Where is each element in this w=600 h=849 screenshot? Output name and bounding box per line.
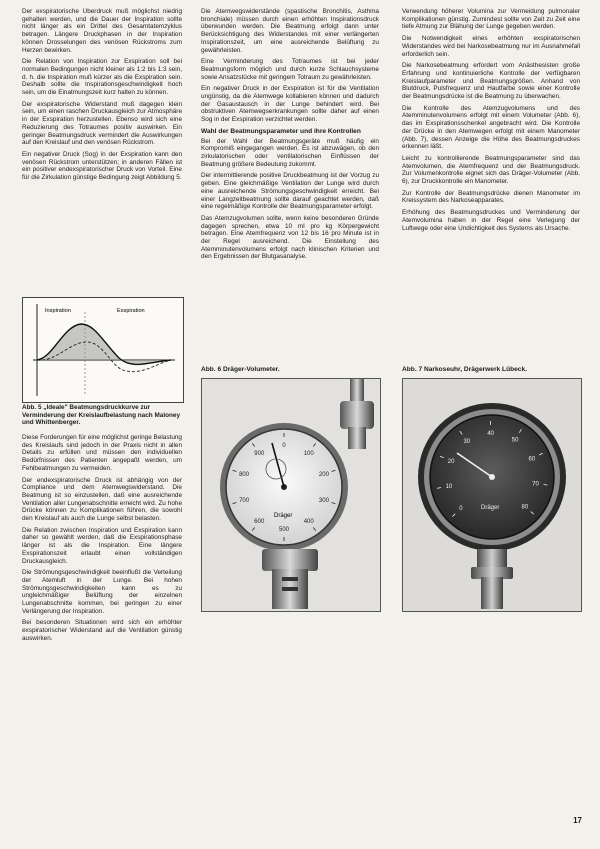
- narkoseuhr-photo: [402, 378, 582, 612]
- paragraph: Die Relation zwischen Inspiration und Exspiration kann daher so gewählt werden, daß die Exspirationsphase länger ist als die Inspiration. Eine längere Exspirationszeit erlaubt einen vollständigen Druckausgleich.: [22, 526, 182, 565]
- paragraph: Zur Kontrolle der Beatmungsdrücke dienen Manometer im Kreissystem des Narkoseapparates.: [402, 189, 580, 205]
- column-3-text: [402, 8, 580, 360]
- page-number: 17: [573, 816, 582, 825]
- narkoseuhr-tick-label: 50: [511, 437, 519, 444]
- volumeter-tick-label: 0: [282, 443, 286, 449]
- paragraph: Verwendung höherer Volumina zur Vermeidung pulmonaler Komplikationen günstig. Zumindest sollte von Zeit zu Zeit eine tiefe Atmung zur Blähung der Lunge gegeben werden.: [402, 8, 580, 31]
- volumeter-tick-label: 700: [239, 498, 250, 504]
- narkoseuhr-tick-label: 70: [532, 481, 539, 488]
- volumeter-tick-label: 100: [303, 451, 314, 457]
- paragraph: Der exspiratorische Widerstand muß dagegen klein sein, um einen raschen Druckausgleich zur Atmosphäre in der Exspiration herzustellen. Ebenso wird sich eine Reduzierung des Totraumes positiv auswirken. Ein geringer Beatmungsdruck vermindert die Auswirkungen auf den Kreislauf und den venösen Rückstrom.: [22, 100, 182, 147]
- narkoseuhr-tick-label: 60: [528, 456, 536, 463]
- fig5-label-inspiration: Inspiration: [45, 308, 71, 314]
- paragraph: Der exspiratorische Überdruck muß möglichst niedrig gehalten werden, und die Dauer der Inspiration sollte nicht länger als ein Drittel des Gesamtatemzyklus betragen. Längere Druckphasen in der Inspiration können Drosselungen des venösen Rückstroms zum Herzen bewirken.: [22, 8, 182, 54]
- paragraph: Der endexspiratorische Druck ist abhängig von der Compliance und dem Atemwegswiderstand. Die Beatmung ist so einzustellen, daß eine ausreichende Ventilation aller Lungenabschnitte erreicht wird. Zu hohe Drücke können zu Komplikationen führen, die sowohl den Kreislauf als auch die Lunge selbst belasten.: [22, 476, 182, 523]
- narkoseuhr-tick-label: 40: [487, 431, 495, 437]
- narkoseuhr-tick-label: 30: [463, 439, 471, 445]
- column-2-text: [201, 8, 379, 360]
- paragraph: Bei der Wahl der Beatmungsgeräte muß häufig ein Kompromiß eingegangen werden. Es ist abzuwägen, ob den zirkulatorischen oder ventilatorischen Einflüssen der Beatmung größere Bedeutung zukommt.: [201, 137, 379, 168]
- paragraph: Die Narkosebeatmung erfordert vom Anästhesisten große Erfahrung und kontinuierliche Kontrolle der verfügbaren Kreislaufparameter und Beatmungsgrößen. Anhand von Blutdruck, Pulsfrequenz und Hautfarbe sowie einer Kontrolle der Beatmungsdrücke ist die Beatmung zu überwachen.: [402, 62, 580, 101]
- paragraph: Die Kontrolle des Atemzugvolumens und des Atemminutenvolumens erfolgt mit einem Volumeter (Abb. 6), das im Exspirationsschenkel angebracht wird. Die Kontrolle der Drücke in den Atemwegen erfolgt mit einem Manometer (Abb. 7), dessen Anzeige die Höhe des Beatmungsdruckes erkennen läßt.: [402, 104, 580, 151]
- narkoseuhr-illustration: [403, 379, 581, 611]
- paragraph: Erhöhung des Beatmungsdruckes und Verminderung der Atemvolumina haben in der Regel eine Verlegung der Luftwege oder eine Undichtigkeit des Systems als Ursache.: [402, 209, 580, 232]
- paragraph: Die Strömungsgeschwindigkeit beeinflußt die Verteilung der Atemluft in der Lunge. Bei hohen Strömungsgeschwindigkeiten kann es zu ungleichmäßiger Belüftung der einzelnen Lungenabschnitte kommen, bei geringen zu einer Verlängerung der Inspiration.: [22, 569, 182, 615]
- figure-5-caption: Abb. 5 „Ideale" Beatmungsdruckkurve zur Verminderung der Kreislaufbelastung nach Maloney und Whittenberger.: [22, 404, 181, 427]
- figure-7-caption: Abb. 7 Narkoseuhr, Drägerwerk Lübeck.: [402, 366, 527, 373]
- narkoseuhr-tick-label: 80: [521, 504, 529, 511]
- volumeter-tick-label: 400: [303, 519, 314, 525]
- volumeter-tick-label: 900: [254, 451, 265, 457]
- volumeter-brand: Dräger: [274, 513, 293, 519]
- figure-5-pressure-curve: [22, 297, 184, 403]
- paragraph: Bei besonderen Situationen wird sich ein erhöhter exspiratorischer Widerstand auf die Ventilation günstig auswirken.: [22, 619, 182, 642]
- narkoseuhr-brand: Dräger: [481, 505, 500, 511]
- paragraph: Die Atemwegswiderstände (spastische Bronchitis, Asthma bronchiale) müssen durch einen erhöhten Inspirationsdruck überwunden werden. Die Beatmung erfolgt dann unter Berücksichtigung des Widerstandes mit einer verlängerten Inspirationszeit, um eine ausreichende Belüftung zu gewährleisten.: [201, 8, 379, 54]
- volumeter-tick-label: 600: [254, 519, 265, 525]
- volumeter-tick-label: 800: [239, 472, 250, 478]
- volumeter-photo: [201, 378, 381, 612]
- paragraph: Diese Forderungen für eine möglichst geringe Belastung des Kreislaufs sind jedoch in der Praxis nicht in allen Details zu erfüllen und müssen den individuellen Bedürfnissen des Patienten angepaßt werden, um Fehlbeatmungen zu vermeiden.: [22, 434, 182, 472]
- narkoseuhr-tick-label: 10: [445, 483, 453, 490]
- narkoseuhr-tick-label: 0: [459, 506, 463, 513]
- paragraph: Ein negativer Druck in der Exspiration ist für die Ventilation ungünstig, da die Atemwege kollabieren können und dadurch der Gasaustausch in der Lunge behindert wird. Bei obstruktiven Atemwegserkrankungen sollte daher auf einen Sog in der Exspiration verzichtet werden.: [201, 85, 379, 124]
- paragraph: Ein negativer Druck (Sog) in der Exspiration kann den venösen Rückstrom unterstützen; in anderen Fällen ist ein positiver endexspiratorischer Druck von Vorteil. Eine für die Zirkulation günstige Bedingung zeigt Abbildung 5.: [22, 150, 182, 182]
- volumeter-tick-label: 500: [278, 527, 290, 533]
- volumeter-tick-label: 300: [318, 498, 329, 504]
- paragraph: Die Notwendigkeit eines erhöhten exspiratorischen Widerstandes wird bei Narkosebeatmung nur im Ausnahmefall erforderlich sein.: [402, 35, 580, 58]
- narkoseuhr-tick-label: 20: [447, 458, 455, 465]
- paragraph: Die Relation von Inspiration zur Exspiration soll bei normalen Bedingungen nicht kleiner als 1:2 bis 1:3 sein, d. h. die Inspiration muß kürzer als die Exspiration sein. Deshalb sollte die Inspirationsgeschwindigkeit hoch sein, um die Einatmungszeit kurz halten zu können.: [22, 58, 182, 97]
- fig5-label-exspiration: Exspiration: [117, 308, 145, 314]
- paragraph: Das Atemzugvolumen sollte, wenn keine besonderen Gründe dagegen sprechen, etwa 10 ml pro kg Körpergewicht betragen. Eine Atemfrequenz von 12 bis 16 pro Minute ist in der Regel ausreichend. Die Einstellung des Atemminutenvolumens erfolgt nach klinischen Kriterien und den Ergebnissen der Blutgasanalyse.: [201, 214, 379, 261]
- section-heading: Wahl der Beatmungsparameter und ihre Kontrollen: [201, 127, 361, 135]
- pressure-curve-graphic: [23, 298, 183, 402]
- volumeter-illustration: [202, 379, 380, 611]
- paragraph: Der intermittierende positive Druckbeatmung ist der Vorzug zu geben. Eine gleichmäßige Ventilation der Lunge wird durch eine ausreichende Strömungsgeschwindigkeit erreicht. Bei einer Langzeitbeatmung sollte darauf geachtet werden, daß eine regelmäßige Kontrolle der Beatmungsparameter erfolgt.: [201, 172, 379, 211]
- column-1-bottom: [22, 434, 182, 839]
- paragraph: Eine Verminderung des Totraumes ist bei jeder Beatmungsform möglich und durch kurze Schlauchsysteme sowie Ansatzstücke mit geringem Totraum zu gewährleisten.: [201, 58, 379, 81]
- volumeter-tick-label: 200: [318, 472, 329, 478]
- figure-6-caption: Abb. 6 Dräger-Volumeter.: [201, 366, 280, 373]
- column-1-top: [22, 8, 182, 294]
- paragraph: Leicht zu kontrollierende Beatmungsparameter sind das Atemvolumen, die Atemfrequenz und der Beatmungsdruck. Zur Volumenkontrolle eignet sich das Dräger-Volumeter (Abb. 6), zur Druckkontrolle ein Manometer.: [402, 154, 580, 186]
